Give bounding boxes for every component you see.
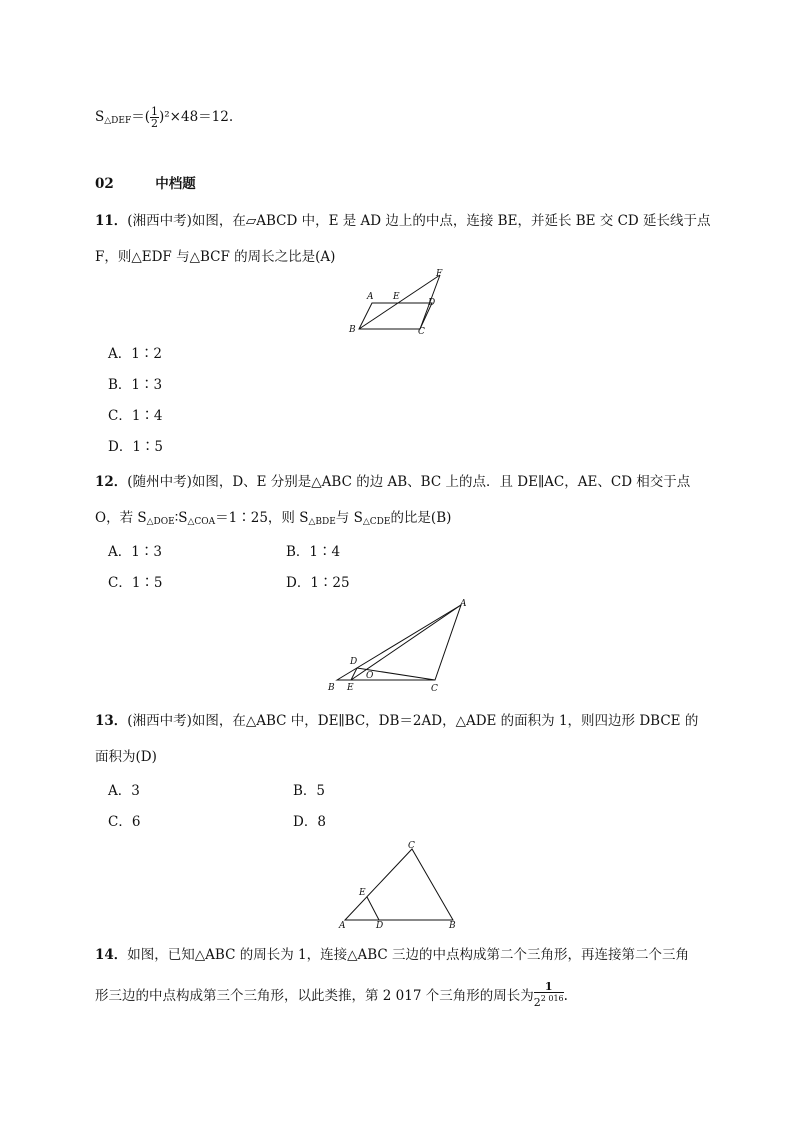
q13-number: 13．	[95, 713, 128, 729]
q12-option-a: A．1∶3	[108, 544, 162, 560]
q13-line1	[95, 711, 698, 731]
q12-option-d: D．1∶25	[286, 575, 350, 591]
q13-option-a: A．3	[108, 783, 140, 799]
q14-text2: 形三边的中点构成第三个三角形，以此类推，第 2 017 个三角形的周长为	[95, 988, 534, 1004]
q11-option-d: D．1∶5	[108, 439, 164, 455]
q12-text-a: O，若 S	[95, 510, 147, 526]
q12-sub-bde: △BDE	[308, 517, 336, 527]
q12-label-a: A	[460, 599, 467, 609]
q11-number: 11．	[95, 213, 128, 229]
q13-option-b: B．5	[293, 783, 326, 799]
q14-text1: 如图，已知△ABC 的周长为 1，连接△ABC 三边的中点构成第二个三角形，再连接第二个三角	[127, 947, 690, 963]
q12-sub-cde: △CDE	[362, 517, 391, 527]
q13-label-e: E	[359, 888, 366, 898]
q12-option-b: B．1∶4	[286, 544, 341, 560]
formula-denominator: 2	[150, 117, 158, 130]
q11-label-b: B	[349, 325, 356, 335]
q11-text1: (湘西中考)如图，在▱ABCD 中，E 是 AD 边上的中点，连接 BE，并延长 BE 交 CD 延长线于点	[127, 213, 711, 229]
q12-sub-coa: △COA	[187, 517, 216, 527]
q14-answer-denominator	[534, 993, 564, 1008]
q12-label-d: D	[350, 657, 358, 667]
q13-triangle-abc	[345, 849, 453, 920]
q12-text-d: 与 S	[335, 510, 363, 526]
q12-triangle-figure	[322, 596, 472, 694]
q13-label-c: C	[408, 841, 415, 851]
q13-triangle-figure	[336, 836, 466, 934]
q14-answer-base: 2	[533, 996, 541, 1009]
q11-option-a: A．1∶2	[108, 346, 162, 362]
formula-s: S	[95, 109, 105, 125]
section-heading	[95, 174, 196, 194]
q14-period: .	[563, 988, 568, 1004]
q13-option-c: C．6	[108, 814, 141, 830]
top-formula	[95, 106, 233, 131]
q13-option-d: D．8	[293, 814, 326, 830]
q13-line2: 面积为(D)	[95, 749, 157, 765]
q11-line1	[95, 211, 711, 231]
formula-numerator: 1	[150, 105, 158, 118]
q11-label-a: A	[367, 292, 374, 302]
q11-option-b: B．1∶3	[108, 377, 163, 393]
section-title: 中档题	[155, 176, 196, 192]
q11-label-e: E	[393, 292, 400, 302]
q12-line2	[95, 508, 451, 532]
formula-tail: )²×48＝12.	[158, 109, 234, 125]
q14-line1	[95, 945, 689, 965]
q11-option-c: C．1∶4	[108, 408, 163, 424]
q12-label-c: C	[431, 684, 438, 694]
q13-label-b: B	[449, 921, 456, 931]
q12-option-c: C．1∶5	[108, 575, 163, 591]
formula-sub: △DEF	[104, 116, 132, 126]
q14-answer-exponent: 2 016	[540, 994, 564, 1003]
q12-triangle-abc	[337, 605, 461, 680]
q12-text-b: ∶S	[174, 510, 188, 526]
q12-label-e: E	[347, 683, 354, 693]
q14-line2	[95, 981, 568, 1008]
q12-text-e: 的比是(B)	[390, 510, 452, 526]
q12-line1	[95, 472, 690, 492]
q11-parallelogram-figure	[340, 268, 450, 338]
q12-text-c: ＝1∶25，则 S	[215, 510, 309, 526]
q11-label-f: F	[436, 269, 443, 279]
q14-number: 14．	[95, 947, 128, 963]
q13-label-a: A	[339, 921, 346, 931]
q12-label-o: O	[366, 671, 374, 681]
section-number: 02	[95, 176, 114, 192]
q14-answer-numerator: 1	[534, 981, 564, 993]
q12-line-ae	[351, 605, 461, 680]
q12-label-b: B	[328, 683, 335, 693]
q11-line2: F，则△EDF 与△BCF 的周长之比是(A)	[95, 249, 336, 265]
q13-line-de	[367, 897, 379, 920]
q14-answer-fraction	[534, 981, 564, 1008]
q12-number: 12．	[95, 474, 128, 490]
q11-label-d: D	[428, 298, 436, 308]
q13-label-d: D	[376, 921, 384, 931]
q11-label-c: C	[418, 327, 425, 337]
formula-fraction	[150, 106, 159, 129]
q12-sub-doe: △DOE	[146, 517, 175, 527]
q13-text1: (湘西中考)如图，在△ABC 中，DE∥BC，DB＝2AD，△ADE 的面积为 1，则四边形 DBCE 的	[127, 713, 699, 729]
q12-text1: (随州中考)如图，D、E 分别是△ABC 的边 AB、BC 上的点．且 DE∥AC，AE、CD 相交于点	[127, 474, 691, 490]
formula-eq: ＝(	[131, 109, 150, 125]
